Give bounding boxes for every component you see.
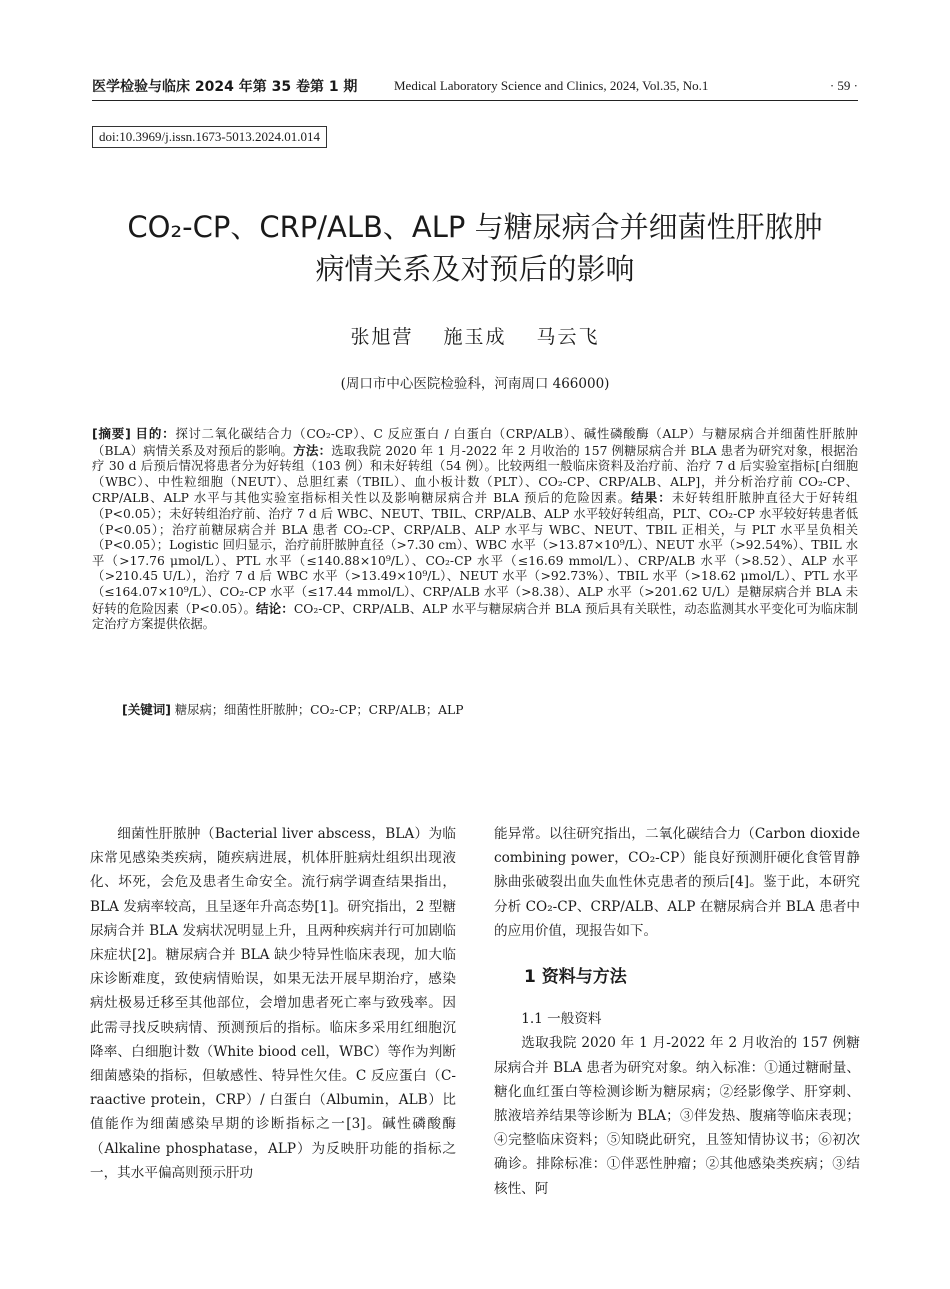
keywords-label: [关键词] [122,702,171,717]
intro-paragraph-continued: 能异常。以往研究指出，二氧化碳结合力（Carbon dioxide combining power，CO₂-CP）能良好预测肝硬化食管胃静脉曲张破裂出血失血性休克患者的预后[4]。鉴于此，本研究分析 CO₂-CP、CRP/ALB、ALP 在糖尿病合并 BLA 患者中的应用价值，现报告如下。 [494,826,860,939]
body-column-left [90,822,456,1185]
keywords-text: 糖尿病；细菌性肝脓肿；CO₂-CP；CRP/ALB；ALP [174,703,464,717]
journal-name-en: Medical Laboratory Science and Clinics, 2024, Vol.35, No.1 [394,78,709,93]
doi-box: doi:10.3969/j.issn.1673-5013.2024.01.014 [92,126,327,148]
methods-paragraph: 选取我院 2020 年 1 月-2022 年 2 月收治的 157 例糖尿病合并 BLA 患者为研究对象。纳入标准：①通过糖耐量、糖化血红蛋白等检测诊断为糖尿病；②经影像学、肝穿刺、脓液培养结果等诊断为 BLA；③伴发热、腹痛等临床表现；④完整临床资料；⑤知晓此研究，且签知情协议书；⑥初次确诊。排除标准：①伴恶性肿瘤；②其他感染类疾病；③结核性、阿 [494,1035,860,1197]
journal-name: 医学检验与临床 2024 年第 35 卷第 1 期 [92,79,358,95]
result-label: 结果： [631,490,672,506]
result-text: 未好转组肝脓肿直径大于好转组（P<0.05）；未好转组治疗前、治疗 7 d 后 WBC、NEUT、TBIL、CRP/ALB、ALP 水平较好转组高，PLT、CO₂-CP 水平较好转患者低（P<0.05）；治疗前糖尿病合并 BLA 患者 CO₂-CP、CRP/ALB、ALP 水平与 WBC、NEUT、TBIL 正相关，与 PLT 水平呈负相关（P<0.05）；Logistic 回归显示，治疗前肝脓肿直径（>7.30 cm）、WBC 水平（>13.87×10⁹/L）、NEUT 水平（>92.54%）、TBIL 水平（>17.76 μmol/L）、PTL 水平（≤140.88×10⁹/L）、CO₂-CP 水平（≤16.69 mmol/L）、CRP/ALB 水平（>8.52）、ALP 水平（>210.45 U/L），治疗 7 d 后 WBC 水平（>13.49×10⁹/L）、NEUT 水平（>92.73%）、TBIL 水平（>18.62 μmol/L）、PTL 水平（≤164.07×10⁹/L）、CO₂-CP 水平（≤17.44 mmol/L）、CRP/ALB 水平（>8.38）、ALP 水平（>201.62 U/L）是糖尿病合并 BLA 未好转的危险因素（P<0.05）。 [92,491,858,616]
intro-paragraph: 细菌性肝脓肿（Bacterial liver abscess，BLA）为临床常见感染类疾病，随疾病进展，机体肝脏病灶组织出现液化、坏死，会危及患者生命安全。流行病学调查结果指出，BLA 发病率较高，且呈逐年升高态势[1]。研究指出，2 型糖尿病合并 BLA 发病状况明显上升，且两种疾病并行可加剧临床症状[2]。糖尿病合并 BLA 缺少特异性临床表现，加大临床诊断难度，致使病情贻误，如果无法开展早期治疗，感染病灶极易迁移至其他部位，会增加患者死亡率与致残率。因此需寻找反映病情、预测预后的指标。临床多采用红细胞沉降率、白细胞计数（White biood cell，WBC）等作为判断细菌感染的指标，但敏感性、特异性欠佳。C 反应蛋白（C-raactive protein，CRP）/ 白蛋白（Albumin，ALB）比值能作为细菌感染早期的诊断指标之一[3]。碱性磷酸酶（Alkaline phosphatase，ALP）为反映肝功能的指标之一，其水平偏高则预示肝功 [90,826,456,1181]
conclusion-text: CO₂-CP、CRP/ALB、ALP 水平与糖尿病合并 BLA 预后具有关联性，动态监测其水平变化可为临床制定治疗方案提供依据。 [92,601,858,632]
page-number: · 59 · [829,78,858,93]
author-3: 马云飞 [536,326,600,348]
author-1: 张旭营 [350,326,414,348]
keywords [122,700,858,718]
abstract [92,426,858,633]
affiliation: (周口市中心医院检验科，河南周口 466000) [340,376,610,392]
section-heading: 1 资料与方法 [524,967,627,988]
method-text: 选取我院 2020 年 1 月-2022 年 2 月收治的 157 例糖尿病合并 BLA 患者为研究对象，根据治疗 30 d 后预后情况将患者分为好转组（103 例）和未好转组（54 例）。比较两组一般临床资料及治疗前、治疗 7 d 后实验室指标[白细胞（WBC）、中性粒细胞（NEUT）、总胆红素（TBIL）、血小板计数（PLT）、CO₂-CP、CRP/ALB、ALP]，并分析治疗前 CO₂-CP、CRP/ALB、ALP 水平与其他实验室指标相关性以及影响糖尿病合并 BLA 预后的危险因素。 [92,443,858,506]
running-header [92,76,858,100]
header-rule [92,100,858,101]
abstract-label: [摘要] [92,426,131,441]
author-2: 施玉成 [443,326,507,348]
title-line-1: CO₂-CP、CRP/ALB、ALP 与糖尿病合并细菌性肝脓肿 [127,210,823,244]
conclusion-label: 结论： [256,600,294,616]
method-label: 方法： [293,442,332,458]
subsection-heading: 1.1 一般资料 [521,1011,602,1028]
body-column-right [494,822,860,1201]
objective-text: 探讨二氧化碳结合力（CO₂-CP）、C 反应蛋白 / 白蛋白（CRP/ALB）、碱性磷酸酶（ALP）与糖尿病合并细菌性肝脓肿（BLA）病情关系及对预后的影响。 [92,427,858,458]
title-line-2: 病情关系及对预后的影响 [315,252,635,286]
objective-label: 目的： [135,426,176,441]
author-list [0,322,950,349]
article-title [60,206,890,290]
